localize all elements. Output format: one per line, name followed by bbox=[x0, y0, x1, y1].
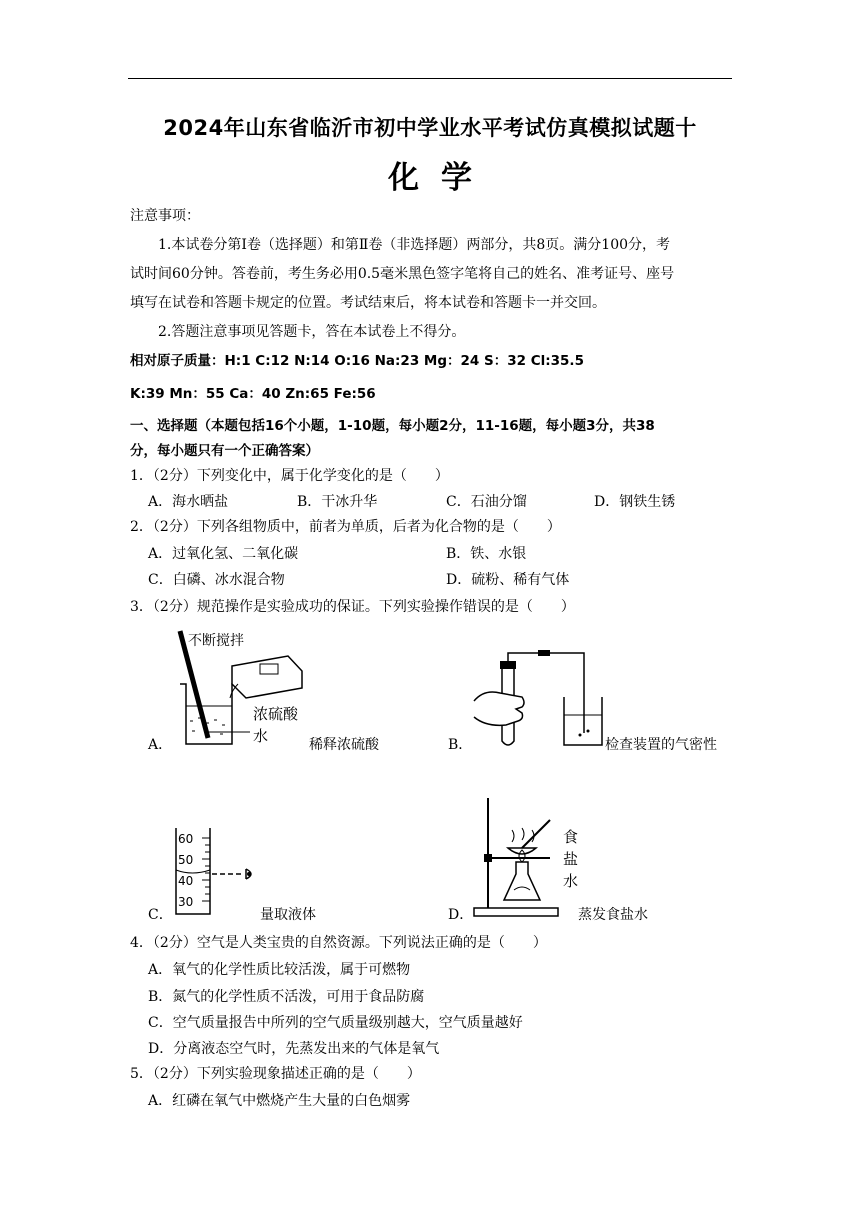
label-salt-3: 水 bbox=[563, 872, 579, 890]
meniscus bbox=[176, 870, 210, 873]
bottle-label bbox=[260, 664, 278, 674]
question-1-option-d[interactable]: D．钢铁生锈 bbox=[594, 494, 676, 510]
tick-50: 50 bbox=[178, 853, 194, 867]
rubber-joint bbox=[538, 650, 550, 656]
question-3-option-c[interactable]: C． bbox=[148, 907, 173, 923]
tick-30: 30 bbox=[178, 895, 194, 909]
atomic-mass-line1: 相对原子质量：H:1 C:12 N:14 O:16 Na:23 Mg：24 S：32 Cl:35.5 bbox=[130, 353, 584, 369]
bubble bbox=[587, 730, 590, 733]
question-3-option-b[interactable]: B． bbox=[448, 737, 473, 753]
question-4-stem: 4．（2分）空气是人类宝贵的自然资源。下列说法正确的是（ ） bbox=[130, 935, 547, 951]
question-1-option-b[interactable]: B．干冰升华 bbox=[297, 494, 378, 510]
hand bbox=[474, 692, 524, 725]
subject-title: 化学 bbox=[388, 160, 494, 196]
tick-60: 60 bbox=[178, 832, 194, 846]
evaporation-figure bbox=[470, 796, 562, 920]
caption-c: 量取液体 bbox=[260, 907, 316, 923]
question-3-option-a[interactable]: A． bbox=[148, 737, 173, 753]
question-3-stem: 3．（2分）规范操作是实验成功的保证。下列实验操作错误的是（ ） bbox=[130, 599, 575, 615]
stir-rod bbox=[522, 820, 550, 848]
exam-title: 2024年山东省临沂市初中学业水平考试仿真模拟试题十 bbox=[163, 116, 697, 140]
stopper bbox=[500, 661, 516, 669]
notice-item1-line2: 试时间60分钟。答卷前，考生务必用0.5毫米黑色签字笔将自己的姓名、准考证号、座号 bbox=[130, 266, 675, 282]
caption-a: 稀释浓硫酸 bbox=[309, 737, 379, 753]
label-water: 水 bbox=[253, 727, 269, 745]
question-5-option-a[interactable]: A．红磷在氧气中燃烧产生大量的白色烟雾 bbox=[148, 1093, 411, 1109]
atomic-mass-line2: K:39 Mn：55 Ca：40 Zn:65 Fe:56 bbox=[130, 386, 376, 402]
section1-heading-line2: 分，每小题只有一个正确答案） bbox=[130, 443, 319, 459]
question-4-option-d[interactable]: D．分离液态空气时，先蒸发出来的气体是氧气 bbox=[148, 1041, 440, 1057]
notice-item1-line3: 填写在试卷和答题卡规定的位置。考试结束后，将本试卷和答题卡一并交回。 bbox=[130, 295, 606, 311]
caption-d: 蒸发食盐水 bbox=[578, 907, 648, 923]
alcohol-lamp bbox=[504, 862, 540, 900]
question-4-option-a[interactable]: A．氧气的化学性质比较活泼，属于可燃物 bbox=[148, 962, 411, 978]
question-2-option-b[interactable]: B．铁、水银 bbox=[446, 546, 527, 562]
question-2-option-a[interactable]: A．过氧化氢、二氧化碳 bbox=[148, 546, 299, 562]
stand-base bbox=[474, 908, 558, 916]
bubble bbox=[579, 734, 582, 737]
notice-item1-line1: 1.本试卷分第Ⅰ卷（选择题）和第Ⅱ卷（非选择题）两部分，共8页。满分100分，考 bbox=[158, 237, 671, 253]
cylinder-ticks bbox=[202, 838, 210, 901]
label-salt-2: 盐 bbox=[563, 850, 579, 868]
acid-bottle bbox=[232, 656, 302, 698]
question-1-option-c[interactable]: C．石油分馏 bbox=[446, 494, 527, 510]
airtight-check-figure bbox=[466, 645, 606, 750]
label-stir: 不断搅拌 bbox=[188, 633, 244, 649]
tick-40: 40 bbox=[178, 874, 194, 888]
question-1-option-a[interactable]: A．海水晒盐 bbox=[148, 494, 229, 510]
notice-heading: 注意事项： bbox=[130, 208, 200, 224]
label-salt-1: 食 bbox=[563, 828, 579, 846]
question-4-option-b[interactable]: B．氮气的化学性质不活泼，可用于食品防腐 bbox=[148, 989, 425, 1005]
question-1-stem: 1．（2分）下列变化中，属于化学变化的是（ ） bbox=[130, 468, 449, 484]
question-2-stem: 2．（2分）下列各组物质中，前者为单质，后者为化合物的是（ ） bbox=[130, 519, 561, 535]
notice-item2: 2.答题注意事项见答题卡，答在本试卷上不得分。 bbox=[158, 324, 466, 340]
question-3-option-d[interactable]: D． bbox=[448, 907, 474, 923]
water-beaker bbox=[564, 697, 602, 745]
top-rule bbox=[128, 78, 732, 79]
caption-b: 检查装置的气密性 bbox=[605, 737, 717, 753]
evaporating-dish bbox=[508, 848, 536, 854]
question-2-option-d[interactable]: D．硫粉、稀有气体 bbox=[446, 572, 570, 588]
question-2-option-c[interactable]: C．白磷、冰水混合物 bbox=[148, 572, 285, 588]
section1-heading-line1: 一、选择题（本题包括16个小题，1-10题，每小题2分，11-16题，每小题3分，共38 bbox=[130, 418, 655, 434]
clamp bbox=[484, 854, 492, 862]
label-acid: 浓硫酸 bbox=[253, 705, 299, 723]
question-5-stem: 5．（2分）下列实验现象描述正确的是（ ） bbox=[130, 1066, 421, 1082]
question-4-option-c[interactable]: C．空气质量报告中所列的空气质量级别越大，空气质量越好 bbox=[148, 1015, 523, 1031]
eye-pupil bbox=[247, 872, 251, 876]
